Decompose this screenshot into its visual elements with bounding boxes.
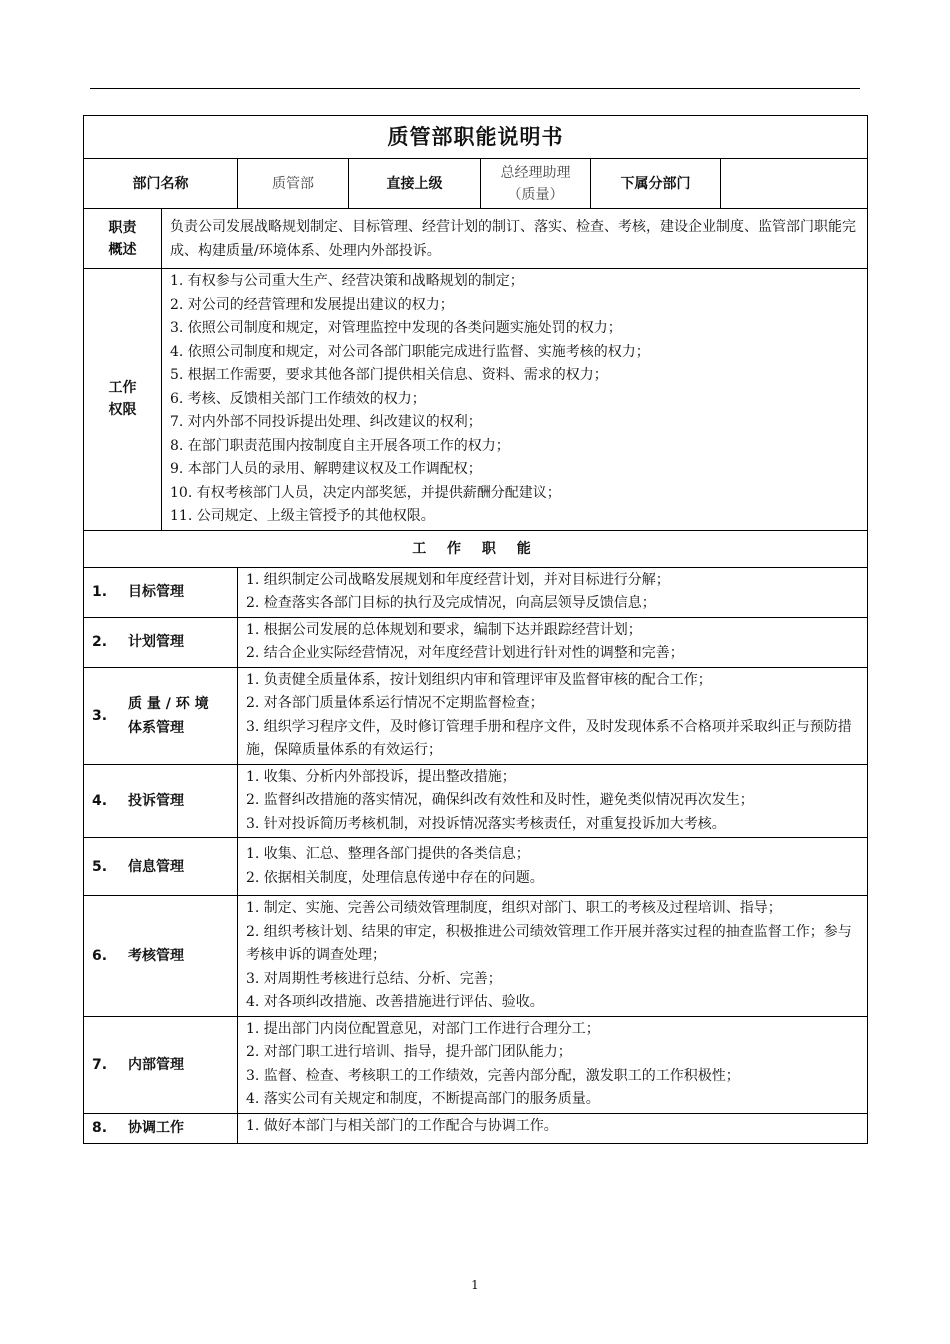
list-item: 2. 对各部门质量体系运行情况不定期监督检查；: [246, 695, 544, 711]
list-item: 1. 做好本部门与相关部门的工作配合与协调工作。: [246, 1117, 558, 1134]
list-item: 5. 根据工作需要，要求其他各部门提供相关信息、资料、需求的权力；: [170, 367, 608, 383]
header-rule: [90, 88, 860, 89]
superior-value: 总经理助理 （质量）: [481, 159, 591, 209]
function-row: [84, 764, 868, 838]
authority-label: 工作 权限: [84, 269, 162, 531]
function-row: [84, 838, 868, 896]
function-items: [238, 1113, 868, 1143]
list-item: 4. 依照公司制度和规定，对公司各部门职能完成进行监督、实施考核的权力；: [170, 343, 650, 360]
main-table: [83, 115, 868, 1144]
list-item: 11. 公司规定、上级主管授予的其他权限。: [170, 508, 435, 524]
function-name: 4. 投诉管理: [84, 764, 238, 838]
function-name: 2. 计划管理: [84, 617, 238, 667]
list-item: 1. 负责健全质量体系，按计划组织内审和管理评审及监督审核的配合工作；: [246, 671, 712, 688]
list-item: 2. 检查落实各部门目标的执行及完成情况，向高层领导反馈信息；: [246, 595, 656, 611]
function-items: [238, 764, 868, 838]
list-item: 1. 提出部门内岗位配置意见，对部门工作进行合理分工；: [246, 1020, 600, 1037]
list-item: 3. 组织学习程序文件，及时修订管理手册和程序文件，及时发现体系不合格项并采取纠正与预防措施，保障质量体系的有效运行；: [246, 718, 852, 758]
function-name: 3. 质 量 / 环 境 体系管理: [84, 667, 238, 764]
list-item: 6. 考核、反馈相关部门工作绩效的权力；: [170, 390, 426, 407]
function-row: [84, 1016, 868, 1113]
superior-label: 直接上级: [349, 159, 481, 209]
list-item: 4. 落实公司有关规定和制度，不断提高部门的服务质量。: [246, 1091, 600, 1107]
list-item: 2. 对部门职工进行培训、指导，提升部门团队能力；: [246, 1044, 572, 1060]
list-item: 3. 监督、检查、考核职工的工作绩效，完善内部分配，激发职工的工作积极性；: [246, 1067, 740, 1084]
list-item: 1. 收集、分析内外部投诉，提出整改措施；: [246, 768, 516, 785]
document-title: 质管部职能说明书: [84, 116, 868, 159]
list-item: 2. 对公司的经营管理和发展提出建议的权力；: [170, 296, 454, 313]
list-item: 10. 有权考核部门人员，决定内部奖惩，并提供薪酬分配建议；: [170, 484, 561, 501]
function-items: [238, 667, 868, 764]
list-item: 1. 组织制定公司战略发展规划和年度经营计划，并对目标进行分解；: [246, 571, 670, 588]
function-items: [238, 567, 868, 617]
list-item: 4. 对各项纠改措施、改善措施进行评估、验收。: [246, 994, 544, 1010]
list-item: 1. 有权参与公司重大生产、经营决策和战略规划的制定；: [170, 273, 524, 289]
page-number: 1: [471, 1278, 479, 1292]
overview-label: 职责 概述: [84, 209, 162, 269]
dept-name-value: 质管部: [238, 159, 349, 209]
list-item: 2. 结合企业实际经营情况，对年度经营计划进行针对性的调整和完善；: [246, 645, 684, 661]
function-row: [84, 667, 868, 764]
function-name: 1. 目标管理: [84, 567, 238, 617]
list-item: 2. 依据相关制度，处理信息传递中存在的问题。: [246, 869, 544, 886]
list-item: 8. 在部门职责范围内按制度自主开展各项工作的权力；: [170, 437, 510, 454]
list-item: 2. 监督纠改措施的落实情况，确保纠改有效性和及时性，避免类似情况再次发生；: [246, 792, 754, 808]
list-item: 7. 对内外部不同投诉提出处理、纠改建议的权利；: [170, 414, 482, 430]
function-name: 5. 信息管理: [84, 838, 238, 896]
overview-text: 负责公司发展战略规划制定、目标管理、经营计划的制订、落实、检查、考核，建设企业制度、监管部门职能完成、构建质量/环境体系、处理内外部投诉。: [162, 209, 868, 269]
function-items: [238, 617, 868, 667]
function-name: 8. 协调工作: [84, 1113, 238, 1143]
function-name: 7. 内部管理: [84, 1016, 238, 1113]
function-row: [84, 567, 868, 617]
job-description-document: [83, 115, 867, 1144]
list-item: 9. 本部门人员的录用、解聘建议权及工作调配权；: [170, 461, 482, 477]
dept-name-label: 部门名称: [84, 159, 238, 209]
list-item: 3. 依照公司制度和规定，对管理监控中发现的各类问题实施处罚的权力；: [170, 320, 622, 336]
function-name: 6. 考核管理: [84, 896, 238, 1017]
authority-list: [162, 269, 868, 531]
list-item: 3. 对周期性考核进行总结、分析、完善；: [246, 970, 502, 987]
function-items: [238, 896, 868, 1017]
list-item: 3. 针对投诉简历考核机制，对投诉情况落实考核责任，对重复投诉加大考核。: [246, 815, 726, 832]
functions-heading: 工 作 职 能: [84, 530, 868, 567]
function-items: [238, 1016, 868, 1113]
function-row: [84, 617, 868, 667]
list-item: 2. 组织考核计划、结果的审定，积极推进公司绩效管理工作开展并落实过程的抽查监督工作；参与考核申诉的调查处理；: [246, 923, 852, 963]
list-item: 1. 根据公司发展的总体规划和要求，编制下达并跟踪经营计划；: [246, 621, 642, 638]
sub-dept-label: 下属分部门: [591, 159, 721, 209]
function-row: [84, 1113, 868, 1143]
function-items: [238, 838, 868, 896]
sub-dept-value: [721, 159, 868, 209]
list-item: 1. 收集、汇总、整理各部门提供的各类信息；: [246, 846, 530, 862]
list-item: 1. 制定、实施、完善公司绩效管理制度，组织对部门、职工的考核及过程培训、指导；: [246, 900, 782, 916]
function-row: [84, 896, 868, 1017]
